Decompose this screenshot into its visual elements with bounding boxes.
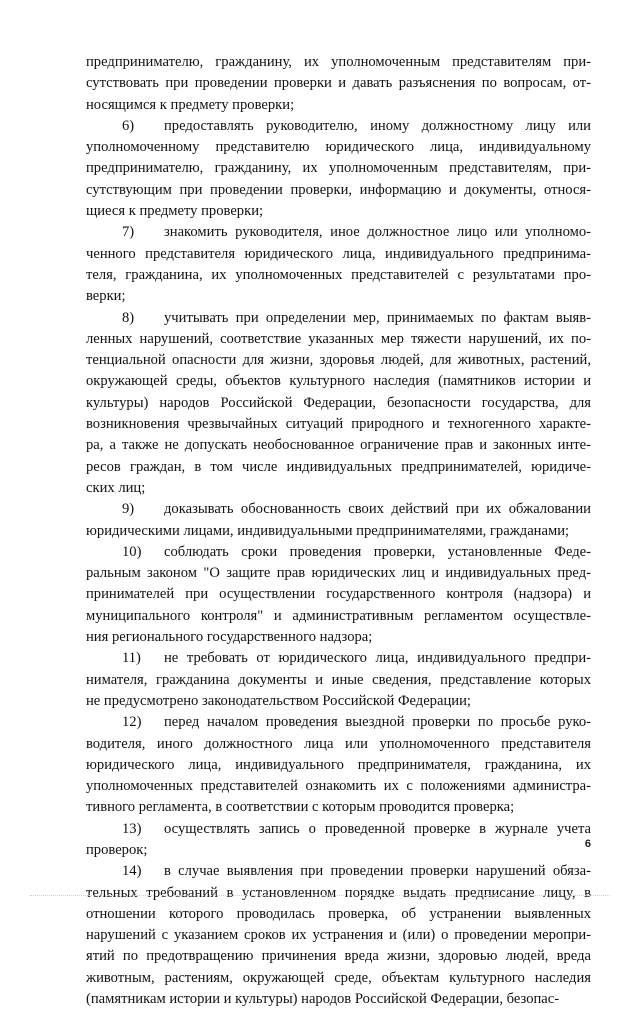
text-line: не предусмотрено законодательством Российской Федерации; bbox=[86, 692, 471, 709]
text-line bbox=[86, 222, 591, 243]
text-line-content: доказывать обоснованность своих действий при их обжаловании bbox=[164, 501, 591, 518]
scan-edge-divider bbox=[30, 895, 610, 896]
list-item-number: 14) bbox=[122, 863, 142, 880]
text-line: тельных требований в установленном порядке выдать предписание лицу, в bbox=[86, 884, 591, 901]
text-line bbox=[86, 648, 591, 669]
continued-paragraph bbox=[86, 52, 591, 116]
list-item bbox=[86, 308, 591, 500]
list-item bbox=[86, 861, 591, 1010]
text-line-content: соблюдать сроки проведения проверки, установленные Феде- bbox=[164, 543, 591, 560]
list-item-number: 13) bbox=[122, 820, 142, 837]
text-line: принимателей при осуществлении государственного контроля (надзора) и bbox=[86, 586, 591, 603]
text-line: уполномоченных представителей ознакомить их с положениями администра- bbox=[86, 778, 591, 795]
text-line: сутствовать при проведении проверки и давать разъяснения по вопросам, от- bbox=[86, 75, 591, 92]
list-item-number: 6) bbox=[122, 117, 135, 134]
text-line: юридическими лицами, индивидуальными предпринимателями, гражданами; bbox=[86, 522, 570, 539]
text-line-content: предоставлять руководителю, иному должностному лицу или bbox=[164, 117, 591, 134]
text-line-content: в случае выявления при проведении проверки нарушений обяза- bbox=[164, 863, 591, 880]
text-line-content: не требовать от юридического лица, индивидуального предпри- bbox=[164, 650, 591, 667]
text-line: предпринимателю, гражданину, их уполномоченным представителям при- bbox=[86, 54, 591, 70]
list-item-number: 11) bbox=[122, 650, 141, 667]
list-item-number: 9) bbox=[122, 501, 135, 518]
list-item-number: 8) bbox=[122, 309, 135, 326]
text-line: окружающей среды, объектов культурного наследия (памятников истории и bbox=[86, 373, 591, 390]
text-line: муниципального контроля" и административным регламентом осуществле- bbox=[86, 607, 591, 624]
list-item bbox=[86, 222, 591, 307]
page-number: 6 bbox=[584, 838, 591, 850]
document-body bbox=[86, 52, 591, 1010]
text-line: животным, растениям, окружающей среде, объектам культурного наследия bbox=[86, 969, 591, 986]
text-line: возникновения чрезвычайных ситуаций природного и техногенного характе- bbox=[86, 416, 591, 433]
text-line: щиеся к предмету проверки; bbox=[86, 203, 264, 220]
text-line: теля, гражданина, их уполномоченных представителей с результатами про- bbox=[86, 266, 591, 283]
text-line: нарушений с указанием сроков их устранения и (или) о проведении меропри- bbox=[86, 927, 591, 944]
list-item-number: 10) bbox=[122, 543, 142, 560]
list-item bbox=[86, 116, 591, 222]
text-line: сутствующим при проведении проверки, информацию и документы, относя- bbox=[86, 181, 591, 198]
text-line: верки; bbox=[86, 288, 126, 305]
text-line: проверок; bbox=[86, 841, 148, 858]
text-line: культуры) народов Российской Федерации, безопасности государства, для bbox=[86, 394, 591, 411]
text-line bbox=[86, 308, 591, 329]
list-item-number: 12) bbox=[122, 714, 142, 731]
text-line-content: осуществлять запись о проведенной проверке в журнале учета bbox=[164, 820, 591, 837]
text-line bbox=[86, 499, 591, 520]
text-line: ра, а также не допускать необоснованное ограничение прав и законных инте- bbox=[86, 437, 591, 454]
text-line: уполномоченному представителю юридического лица, индивидуальному bbox=[86, 139, 591, 156]
text-line bbox=[86, 712, 591, 733]
list-item bbox=[86, 648, 591, 712]
text-line: ресов граждан, в том числе индивидуальных предпринимателей, юридиче- bbox=[86, 458, 591, 475]
list-item-number: 7) bbox=[122, 224, 135, 241]
text-line: тивного регламента, в соответствии с которым проводится проверка; bbox=[86, 799, 515, 816]
text-line: предпринимателю, гражданину, их уполномоченным представителям, при- bbox=[86, 160, 591, 177]
text-line bbox=[86, 542, 591, 563]
text-line bbox=[86, 116, 591, 137]
text-line bbox=[86, 861, 591, 882]
text-line-content: учитывать при определении мер, принимаемых по фактам выяв- bbox=[164, 309, 591, 326]
text-line: ченного представителя юридического лица, индивидуального предпринима- bbox=[86, 245, 591, 262]
text-line: юридического лица, индивидуального предпринимателя, гражданина, их bbox=[86, 756, 591, 773]
list-item bbox=[86, 499, 591, 542]
text-line bbox=[86, 819, 591, 840]
text-line-content: знакомить руководителя, иное должностное лицо или уполномо- bbox=[164, 224, 591, 241]
list-item bbox=[86, 819, 591, 862]
text-line-content: перед началом проведения выездной проверки по просьбе руко- bbox=[164, 714, 591, 731]
text-line: ленных нарушений, соответствие указанных мер тяжести нарушений, их по- bbox=[86, 330, 591, 347]
text-line: ятий по предотвращению причинения вреда жизни, здоровью людей, вреда bbox=[86, 948, 591, 965]
list-item bbox=[86, 712, 591, 818]
text-line: ральным законом "О защите прав юридических лиц и индивидуальных пред- bbox=[86, 565, 591, 582]
text-line: ния регионального государственного надзора; bbox=[86, 629, 373, 646]
text-line: нимателя, гражданина документы и иные сведения, представление которых bbox=[86, 671, 591, 688]
text-line: тенциальной опасности для жизни, здоровья людей, для животных, растений, bbox=[86, 352, 591, 369]
text-line: (памятникам истории и культуры) народов Российской Федерации, безопас- bbox=[86, 991, 560, 1008]
text-line: носящимся к предмету проверки; bbox=[86, 96, 295, 113]
text-line: ских лиц; bbox=[86, 479, 146, 496]
list-item bbox=[86, 542, 591, 648]
text-line: водителя, иного должностного лица или уполномоченного представителя bbox=[86, 735, 591, 752]
text-line: отношении которого проводилась проверка, об устранении выявленных bbox=[86, 905, 591, 922]
